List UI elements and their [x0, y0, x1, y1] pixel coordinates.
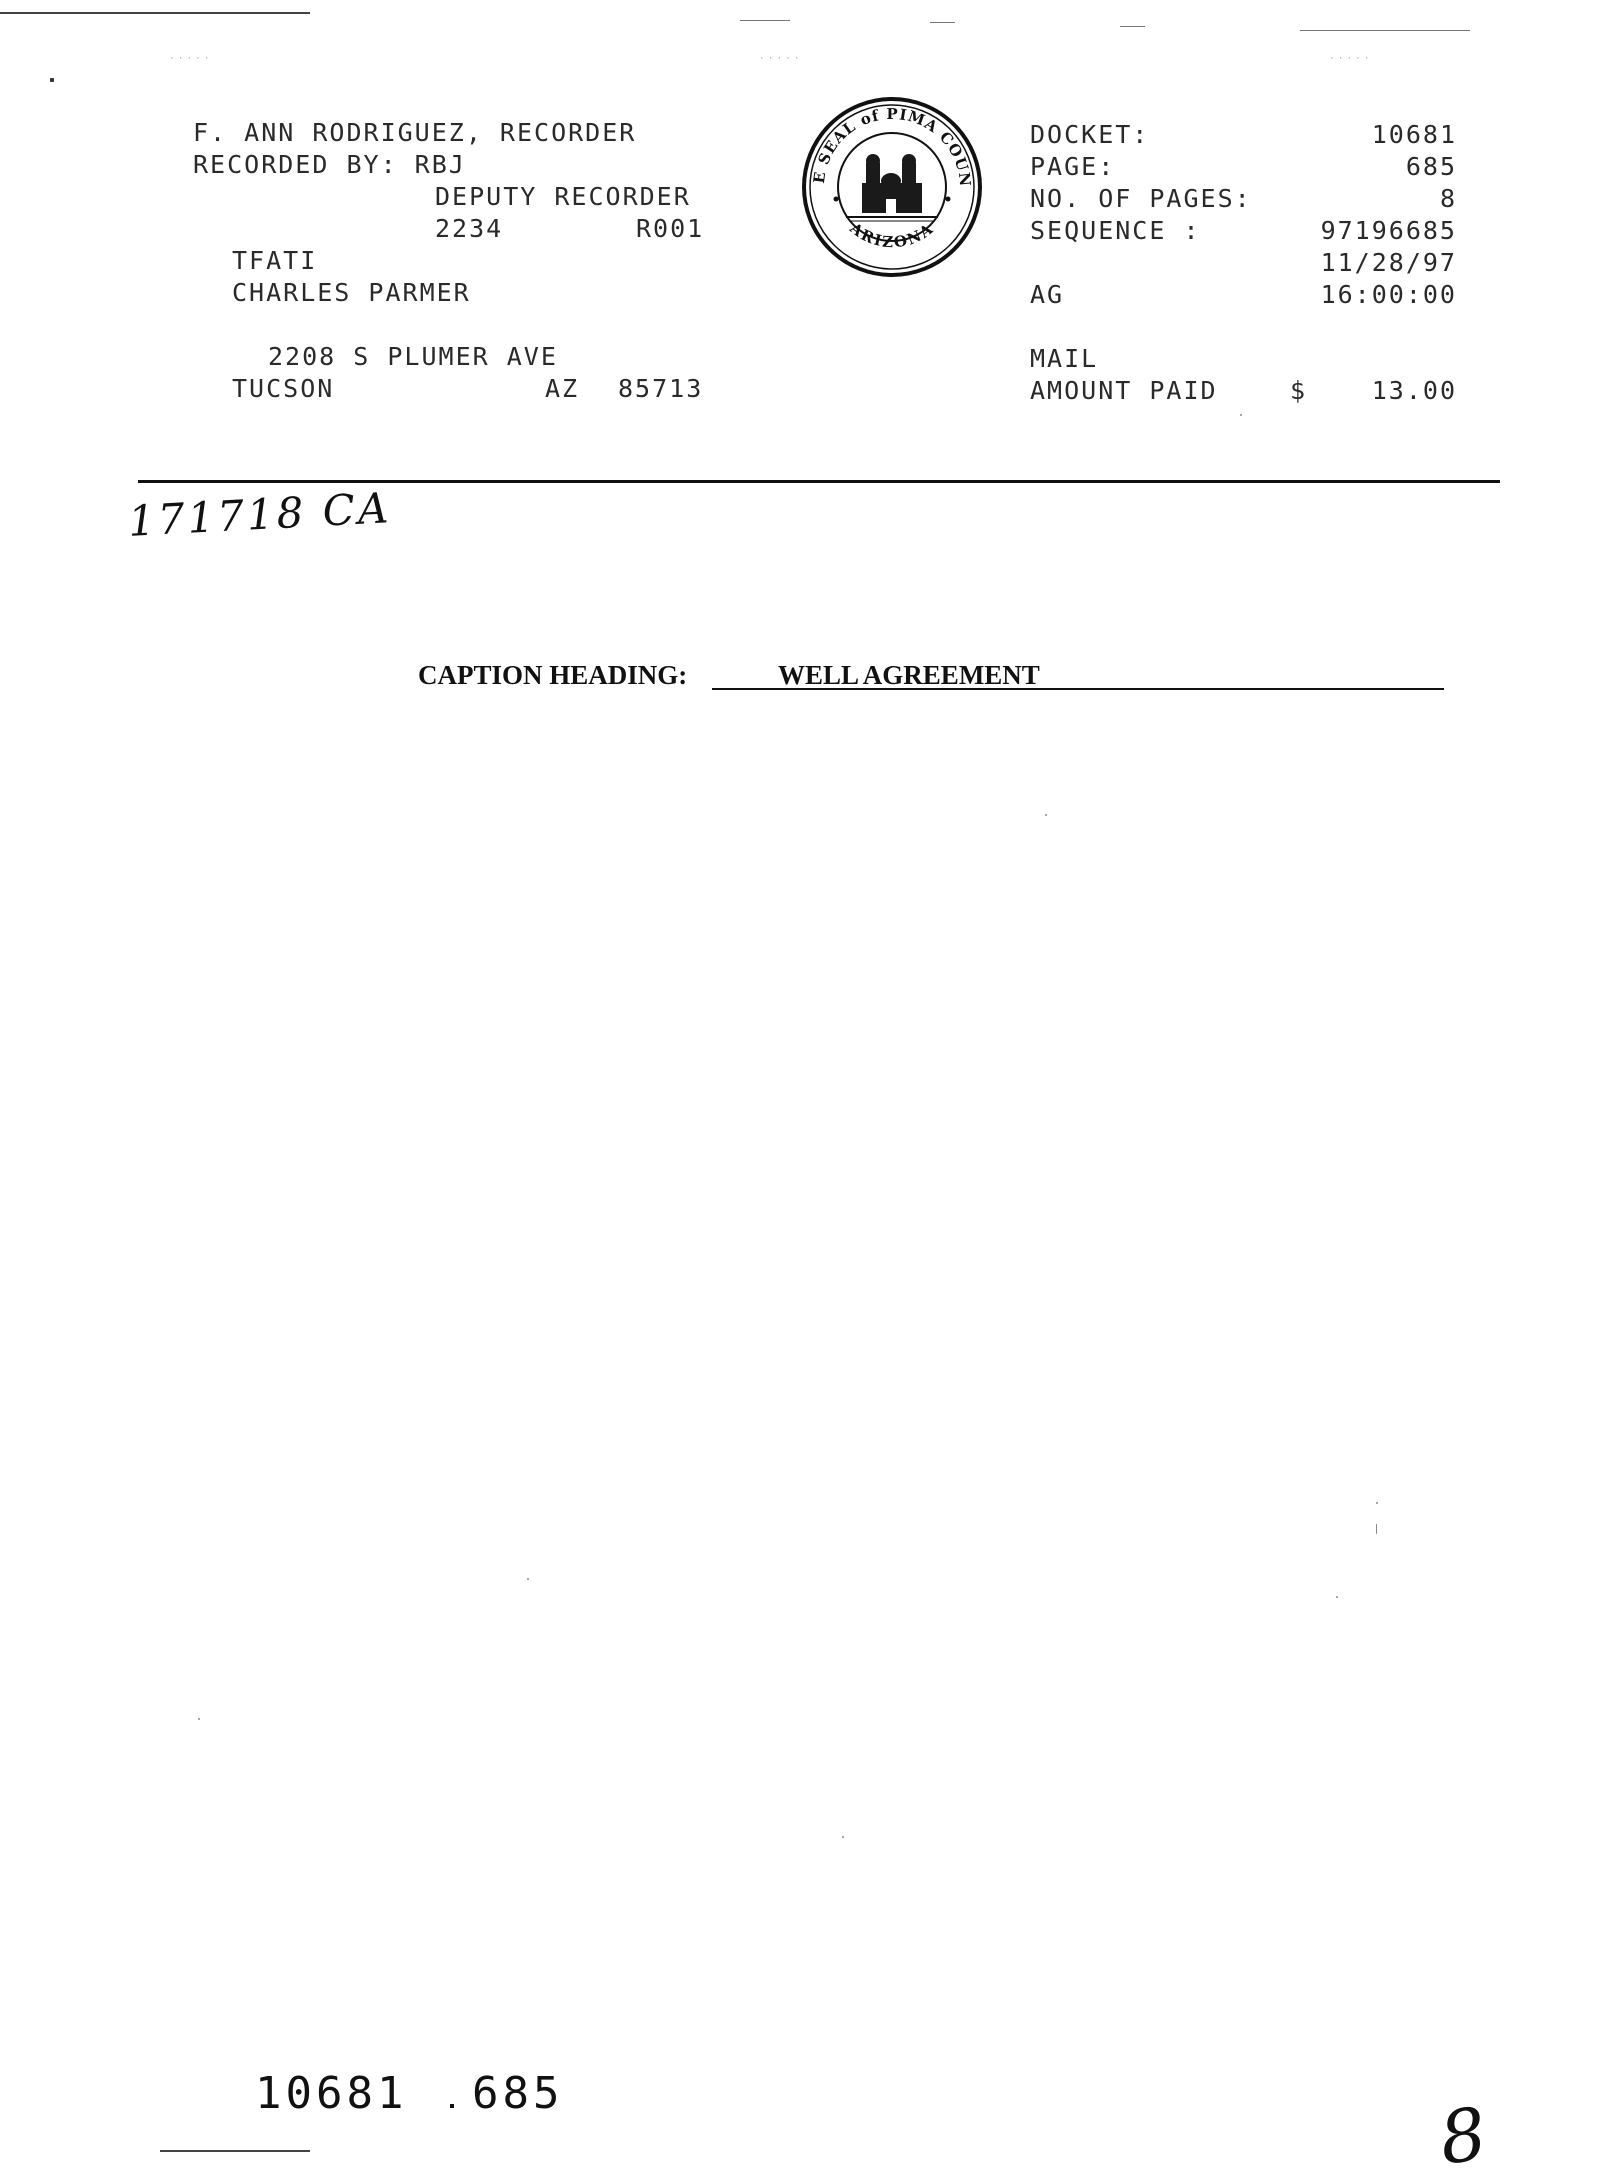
currency-symbol: $ — [1290, 376, 1308, 405]
scan-artifact-text: · · · · · — [1330, 52, 1370, 64]
seal-bottom-text: ARIZONA — [846, 219, 938, 252]
seal-graphic — [800, 95, 984, 279]
scan-speck — [1376, 1524, 1377, 1534]
footer-dot — [450, 2104, 454, 2108]
scan-artifact-text: · · · · · — [760, 52, 800, 64]
tfati-label: TFATI — [232, 246, 318, 275]
caption-heading-label: CAPTION HEADING: — [418, 660, 688, 690]
party-name: CHARLES PARMER — [232, 278, 471, 307]
amount-paid-value: 13.00 — [1371, 376, 1457, 405]
sequence-label: SEQUENCE : — [1030, 216, 1201, 245]
scan-speck — [1376, 1502, 1378, 1504]
address-line: 2208 S PLUMER AVE — [268, 342, 558, 371]
handwritten-note: 171718 CA — [126, 483, 393, 546]
page-value: 685 — [1405, 152, 1457, 181]
footer-docket-number: 10681 — [255, 2068, 408, 2119]
mail-label: MAIL — [1030, 344, 1099, 373]
scan-speck — [527, 1578, 529, 1580]
scan-artifact-line — [740, 20, 790, 21]
recorded-by: RECORDED BY: RBJ — [193, 150, 466, 179]
svg-text:ARIZONA — [846, 218, 938, 251]
recorder-code-left: 2234 — [435, 214, 504, 243]
address-state: AZ — [545, 374, 580, 403]
scan-artifact-text: · · · · · — [170, 52, 210, 64]
docket-value: 10681 — [1371, 120, 1457, 149]
scan-speck — [842, 1836, 844, 1838]
recorder-name: F. ANN RODRIGUEZ, RECORDER — [193, 118, 637, 147]
seal-top-text: E SEAL of PIMA COUN — [809, 104, 975, 188]
scan-speck — [1336, 1596, 1338, 1598]
header-separator — [138, 480, 1500, 483]
deputy-recorder: DEPUTY RECORDER — [435, 182, 691, 211]
scan-speck — [1045, 814, 1047, 816]
address-zip: 85713 — [618, 374, 704, 403]
scan-speck — [1240, 414, 1242, 416]
scan-artifact-line — [1120, 26, 1145, 27]
scan-artifact-line — [930, 22, 955, 23]
recorder-code-right: R001 — [636, 214, 705, 243]
scan-artifact-line — [0, 12, 310, 14]
recording-date: 11/28/97 — [1320, 248, 1457, 277]
footer-handwritten-page: 8 — [1434, 2091, 1492, 2181]
footer-page-number: 685 — [472, 2068, 564, 2119]
pages-value: 8 — [1439, 184, 1457, 213]
page-label: PAGE: — [1030, 152, 1116, 181]
scan-speck — [198, 1718, 200, 1720]
docket-label: DOCKET: — [1030, 120, 1150, 149]
address-city: TUCSON — [232, 374, 335, 403]
ag-label: AG — [1030, 280, 1065, 309]
scan-artifact-line — [160, 2150, 310, 2152]
scan-speck — [50, 78, 54, 82]
scan-artifact-line — [1300, 30, 1470, 31]
sequence-value: 97196685 — [1320, 216, 1457, 245]
recording-time: 16:00:00 — [1320, 280, 1457, 309]
county-seal — [800, 95, 984, 279]
pages-label: NO. OF PAGES: — [1030, 184, 1252, 213]
amount-paid-label: AMOUNT PAID — [1030, 376, 1218, 405]
caption-heading-value: WELL AGREEMENT — [778, 660, 1040, 690]
